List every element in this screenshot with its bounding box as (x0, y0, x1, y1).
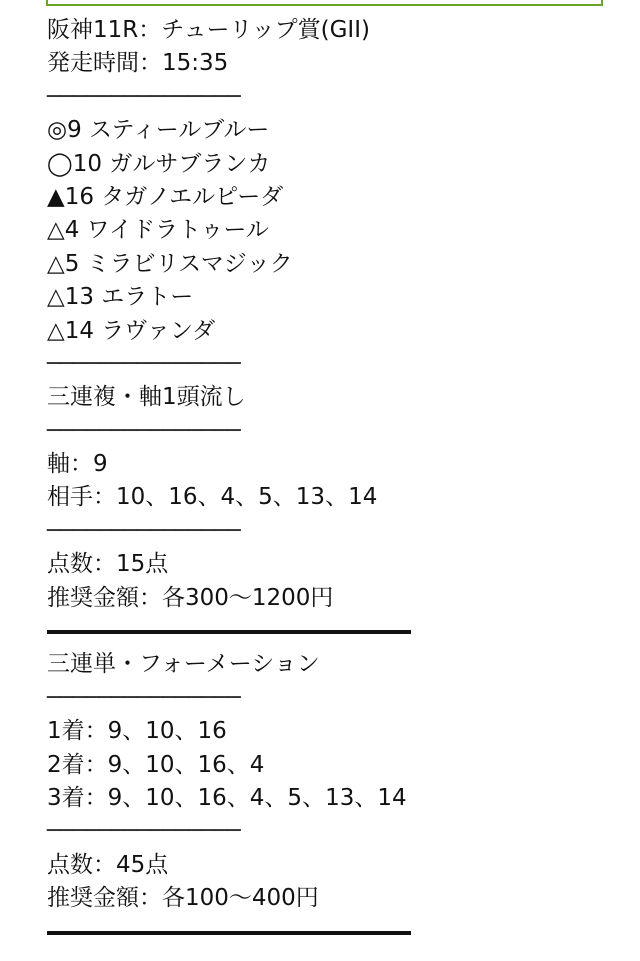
thick-divider (47, 615, 627, 648)
bet2-amount: 推奨金額：各100〜400円 (47, 885, 319, 912)
bet1-axis: 軸：9 (47, 451, 108, 478)
divider: ─────────────── (47, 517, 240, 544)
divider: ─────────────── (47, 684, 240, 711)
pick-honmei: ◎9 スティールブルー (47, 117, 270, 144)
divider: ─────────────── (47, 818, 240, 845)
top-frame-border (46, 0, 603, 6)
bet1-type: 三連複・軸1頭流し (47, 384, 246, 411)
bet2-second: 2着：9、10、16、4 (47, 751, 265, 778)
thick-divider (47, 916, 627, 949)
pick-renka-4: △14 ラヴァンダ (47, 317, 216, 344)
pick-renka-1: △4 ワイドラトゥール (47, 217, 269, 244)
divider: ─────────────── (47, 417, 240, 444)
pick-renka-3: △13 エラトー (47, 284, 194, 311)
bet2-first: 1着：9、10、16 (47, 718, 227, 745)
pick-tanana: ▲16 タガノエルピーダ (47, 183, 284, 210)
divider: ─────────────── (47, 350, 240, 377)
race-title: 阪神11R：チューリップ賞(GII) (47, 17, 370, 43)
bet2-points: 点数：45点 (47, 851, 169, 878)
bet2-type: 三連単・フォーメーション (47, 651, 320, 678)
pick-taikou: ◯10 ガルサブランカ (47, 150, 271, 177)
race-prediction-content (47, 14, 627, 949)
bet1-partners: 相手：10、16、4、5、13、14 (47, 484, 378, 511)
bet2-third: 3着：9、10、16、4、5、13、14 (47, 784, 407, 811)
divider: ─────────────── (47, 83, 240, 110)
bet1-points: 点数：15点 (47, 551, 169, 578)
start-time: 発走時間：15:35 (47, 50, 229, 77)
bet1-amount: 推奨金額：各300〜1200円 (47, 584, 334, 611)
pick-renka-2: △5 ミラビリスマジック (47, 250, 293, 277)
